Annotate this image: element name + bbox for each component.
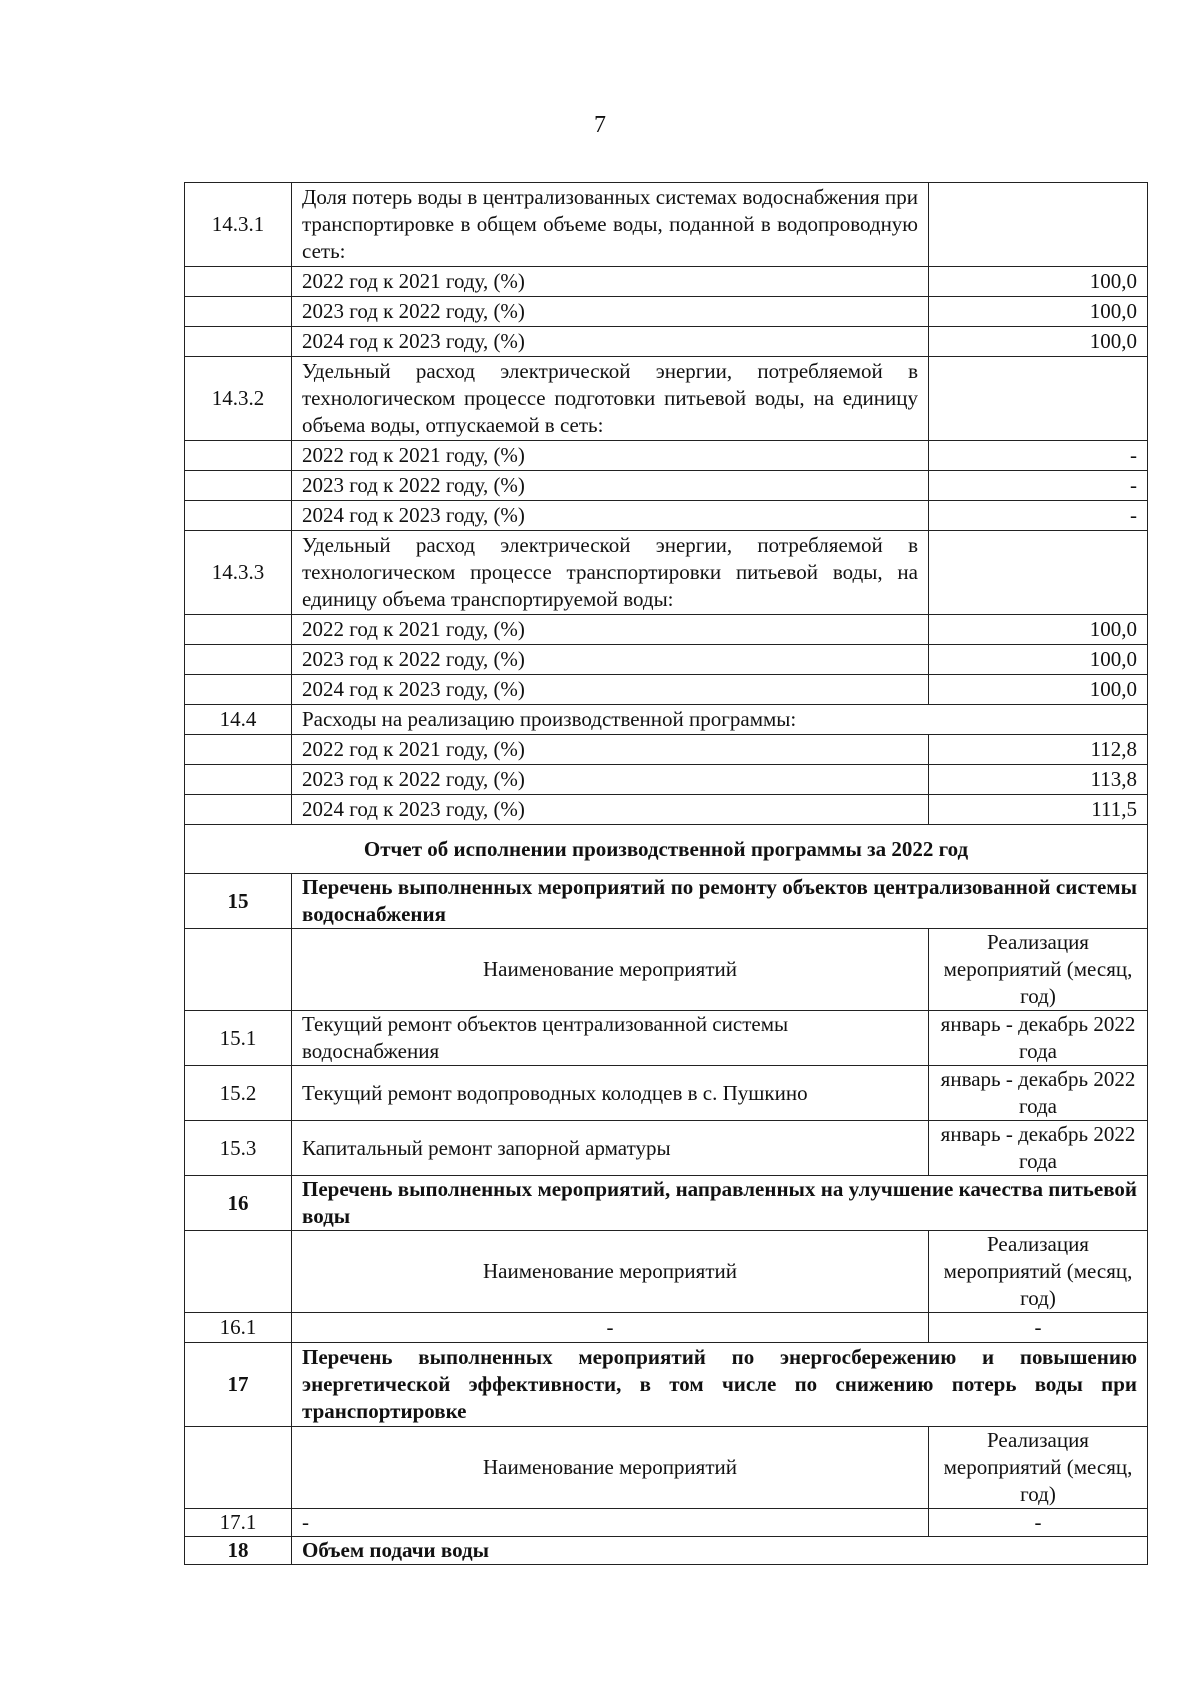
- table-row: [185, 1011, 1148, 1066]
- year-value: 100,0: [929, 675, 1148, 705]
- indicator-value: [929, 357, 1148, 441]
- row-number: [185, 501, 292, 531]
- row-number: [185, 615, 292, 645]
- table-row: [185, 705, 1148, 735]
- table-row: [185, 1066, 1148, 1121]
- activity-name: -: [292, 1509, 929, 1537]
- row-number: [185, 297, 292, 327]
- column-header-name: Наименование мероприятий: [292, 1427, 929, 1509]
- year-label: 2023 год к 2022 году, (%): [292, 471, 929, 501]
- row-number: 16.1: [185, 1313, 292, 1343]
- table-row: [185, 1231, 1148, 1313]
- table-row: [185, 357, 1148, 441]
- row-number: [185, 765, 292, 795]
- year-value: -: [929, 441, 1148, 471]
- row-number: [185, 1427, 292, 1509]
- table-row: [185, 183, 1148, 267]
- indicator-value: [929, 531, 1148, 615]
- activity-name: Капитальный ремонт запорной арматуры: [292, 1121, 929, 1176]
- indicators-table: [184, 182, 1148, 1565]
- row-number: [185, 645, 292, 675]
- year-label: 2023 год к 2022 году, (%): [292, 765, 929, 795]
- year-value: 112,8: [929, 735, 1148, 765]
- year-value: 100,0: [929, 645, 1148, 675]
- row-number: [185, 471, 292, 501]
- table-row: [185, 1121, 1148, 1176]
- row-number: [185, 327, 292, 357]
- year-label: 2022 год к 2021 году, (%): [292, 615, 929, 645]
- row-number: 15.1: [185, 1011, 292, 1066]
- year-label: 2023 год к 2022 году, (%): [292, 645, 929, 675]
- year-value: -: [929, 471, 1148, 501]
- table-row: [185, 615, 1148, 645]
- year-label: 2022 год к 2021 году, (%): [292, 267, 929, 297]
- activity-period: -: [929, 1313, 1148, 1343]
- year-label: 2022 год к 2021 году, (%): [292, 735, 929, 765]
- year-label: 2024 год к 2023 году, (%): [292, 501, 929, 531]
- column-header-implementation: Реализация мероприятий (месяц, год): [929, 929, 1148, 1011]
- indicator-name: Расходы на реализацию производственной программы:: [292, 705, 1148, 735]
- activity-period: январь - декабрь 2022 года: [929, 1066, 1148, 1121]
- year-value: 100,0: [929, 327, 1148, 357]
- year-value: 100,0: [929, 297, 1148, 327]
- row-number: [185, 441, 292, 471]
- table-row: [185, 929, 1148, 1011]
- table-row: [185, 1509, 1148, 1537]
- activity-name: Текущий ремонт объектов централизованной системы водоснабжения: [292, 1011, 929, 1066]
- activity-period: -: [929, 1509, 1148, 1537]
- section-number: 17: [185, 1343, 292, 1427]
- row-number: 14.3.3: [185, 531, 292, 615]
- table-row: [185, 645, 1148, 675]
- activity-name: -: [292, 1313, 929, 1343]
- indicator-name: Удельный расход электрической энергии, потребляемой в технологическом процессе подготовки питьевой воды, на единицу объема воды, отпускаемой в сеть:: [292, 357, 929, 441]
- activity-period: январь - декабрь 2022 года: [929, 1121, 1148, 1176]
- page-number: 7: [594, 112, 606, 138]
- table-row: [185, 1537, 1148, 1565]
- year-value: 113,8: [929, 765, 1148, 795]
- table-row: [185, 531, 1148, 615]
- row-number: [185, 795, 292, 825]
- section-title: Перечень выполненных мероприятий по энергосбережению и повышению энергетической эффективности, в том числе по снижению потерь воды при транспортировке: [292, 1343, 1148, 1427]
- row-number: [185, 929, 292, 1011]
- year-label: 2024 год к 2023 году, (%): [292, 675, 929, 705]
- year-value: -: [929, 501, 1148, 531]
- table-row: [185, 765, 1148, 795]
- row-number: [185, 675, 292, 705]
- section-title: Объем подачи воды: [292, 1537, 1148, 1565]
- column-header-name: Наименование мероприятий: [292, 929, 929, 1011]
- section-title: Перечень выполненных мероприятий, направленных на улучшение качества питьевой воды: [292, 1176, 1148, 1231]
- year-label: 2022 год к 2021 году, (%): [292, 441, 929, 471]
- table-row: [185, 1343, 1148, 1427]
- activity-period: январь - декабрь 2022 года: [929, 1011, 1148, 1066]
- row-number: 14.4: [185, 705, 292, 735]
- indicator-value: [929, 183, 1148, 267]
- table-row: [185, 825, 1148, 874]
- section-number: 16: [185, 1176, 292, 1231]
- row-number: [185, 267, 292, 297]
- section-number: 18: [185, 1537, 292, 1565]
- section-number: 15: [185, 874, 292, 929]
- report-title: Отчет об исполнении производственной программы за 2022 год: [185, 825, 1148, 874]
- year-label: 2023 год к 2022 году, (%): [292, 297, 929, 327]
- column-header-implementation: Реализация мероприятий (месяц, год): [929, 1231, 1148, 1313]
- row-number: 17.1: [185, 1509, 292, 1537]
- table-row: [185, 675, 1148, 705]
- table-row: [185, 267, 1148, 297]
- table-row: [185, 471, 1148, 501]
- row-number: 15.2: [185, 1066, 292, 1121]
- year-value: 111,5: [929, 795, 1148, 825]
- indicator-name: Доля потерь воды в централизованных системах водоснабжения при транспортировке в общем объеме воды, поданной в водопроводную сеть:: [292, 183, 929, 267]
- activity-name: Текущий ремонт водопроводных колодцев в с. Пушкино: [292, 1066, 929, 1121]
- table-row: [185, 735, 1148, 765]
- row-number: [185, 1231, 292, 1313]
- table-row: [185, 1176, 1148, 1231]
- row-number: [185, 735, 292, 765]
- year-value: 100,0: [929, 267, 1148, 297]
- table-row: [185, 1427, 1148, 1509]
- column-header-implementation: Реализация мероприятий (месяц, год): [929, 1427, 1148, 1509]
- section-title: Перечень выполненных мероприятий по ремонту объектов централизованной системы водоснабжения: [292, 874, 1148, 929]
- column-header-name: Наименование мероприятий: [292, 1231, 929, 1313]
- row-number: 14.3.2: [185, 357, 292, 441]
- table-row: [185, 441, 1148, 471]
- row-number: 14.3.1: [185, 183, 292, 267]
- table-row: [185, 1313, 1148, 1343]
- table-row: [185, 327, 1148, 357]
- table-row: [185, 874, 1148, 929]
- indicator-name: Удельный расход электрической энергии, потребляемой в технологическом процессе транспортировки питьевой воды, на единицу объема транспортируемой воды:: [292, 531, 929, 615]
- year-label: 2024 год к 2023 году, (%): [292, 795, 929, 825]
- year-value: 100,0: [929, 615, 1148, 645]
- table-row: [185, 501, 1148, 531]
- year-label: 2024 год к 2023 году, (%): [292, 327, 929, 357]
- row-number: 15.3: [185, 1121, 292, 1176]
- table-row: [185, 297, 1148, 327]
- table-row: [185, 795, 1148, 825]
